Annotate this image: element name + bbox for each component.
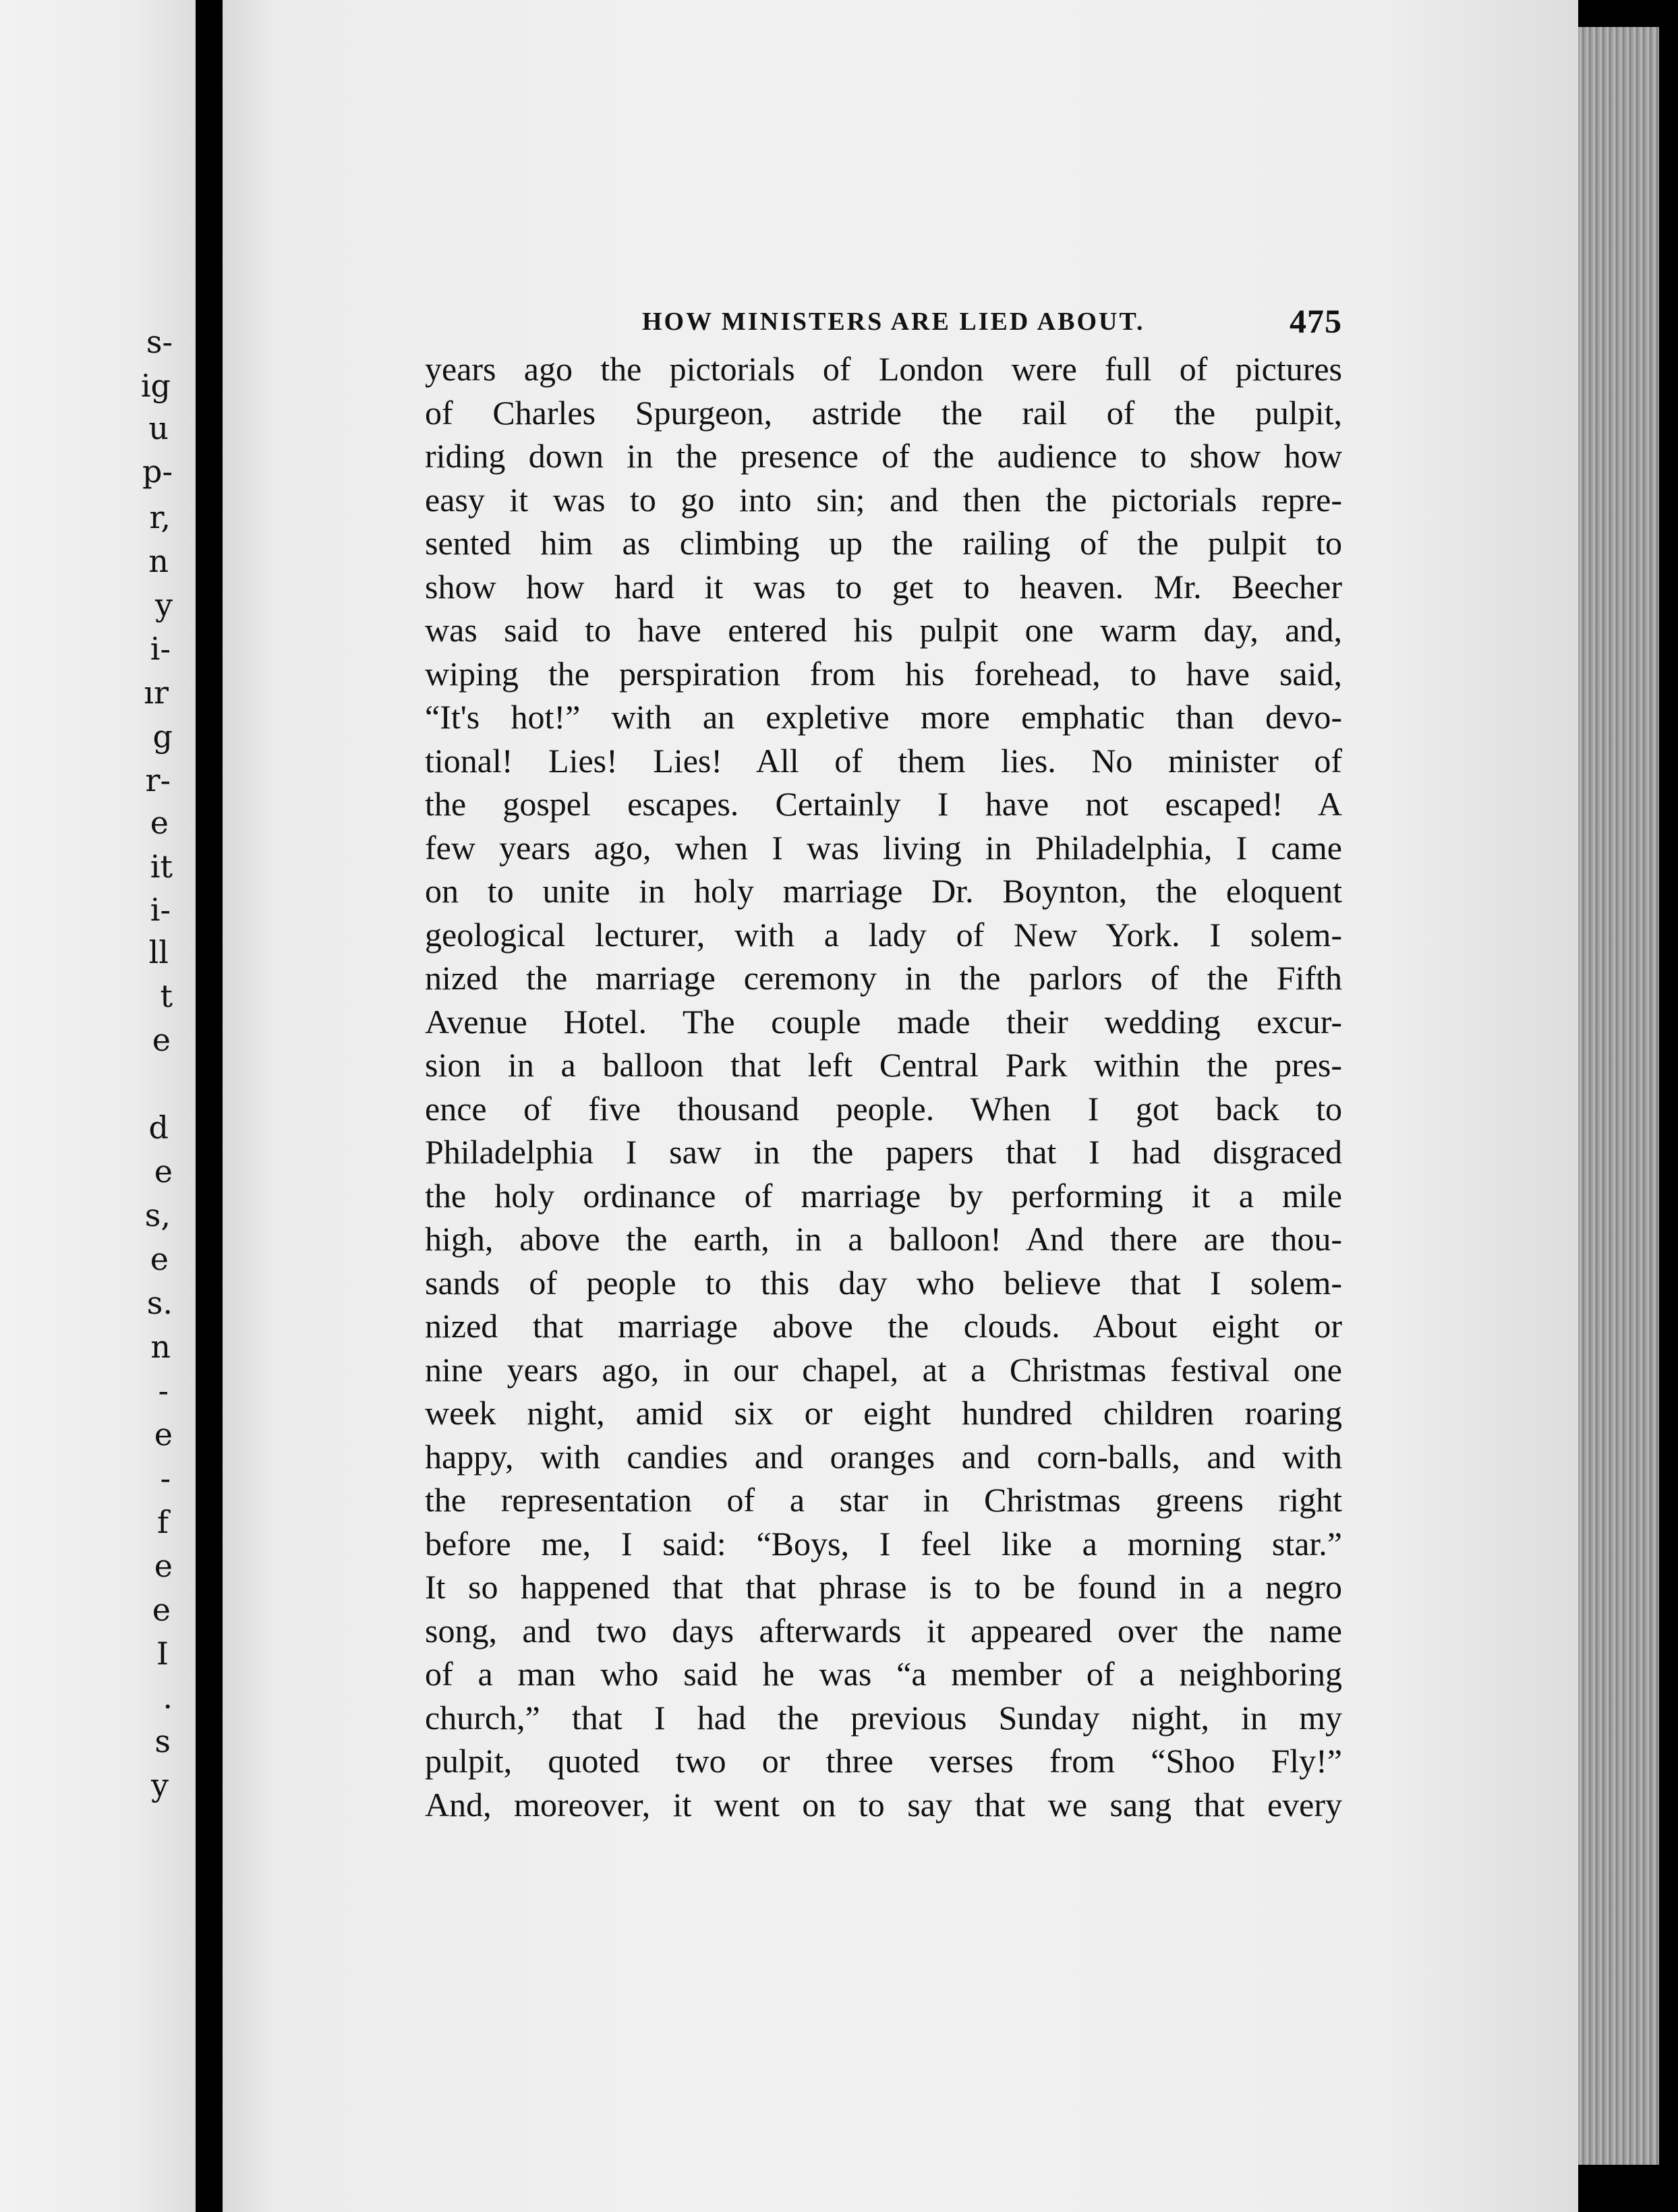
body-text-line: the holy ordinance of marriage by performing it a mile — [425, 1176, 1342, 1215]
left-page-fragment: - — [160, 1460, 171, 1496]
page-number: 475 — [1290, 302, 1342, 340]
left-page-fragment: r- — [145, 762, 171, 798]
left-page-fragment: e — [152, 1022, 171, 1058]
left-facing-page — [0, 0, 196, 2212]
body-text-line: geological lecturer, with a lady of New York. I solem- — [425, 915, 1342, 954]
body-text-line: “It's hot!” with an expletive more emphatic than devo- — [425, 698, 1342, 736]
left-page-fragment: ll — [148, 934, 169, 970]
left-page-fragment: s, — [144, 1197, 171, 1233]
left-page-text-fragments — [0, 0, 196, 2212]
body-text-line: tional! Lies! Lies! All of them lies. No minister of — [425, 741, 1342, 780]
left-page-fragment: it — [150, 848, 173, 885]
left-page-fragment: g — [152, 718, 173, 755]
left-page-fragment: r, — [149, 499, 171, 535]
left-page-fragment: e — [154, 1548, 173, 1584]
body-text-line: on to unite in holy marriage Dr. Boynton, the eloquent — [425, 872, 1342, 910]
body-text-line: the representation of a star in Christmas greens right — [425, 1481, 1342, 1519]
body-text-line: sion in a balloon that left Central Park within the pres- — [425, 1046, 1342, 1084]
left-page-fragment: e — [150, 805, 169, 841]
left-page-fragment: e — [152, 1592, 171, 1628]
body-text-line: sented him as climbing up the railing of the pulpit to — [425, 524, 1342, 562]
left-page-fragment: s- — [146, 324, 173, 360]
body-text-line: sands of people to this day who believe that I solem- — [425, 1263, 1342, 1302]
body-text-line: Avenue Hotel. The couple made their wedding excur- — [425, 1002, 1342, 1041]
left-page-fragment: e — [154, 1416, 173, 1453]
body-text-line: ence of five thousand people. When I got back to — [425, 1089, 1342, 1128]
left-page-fragment: p- — [142, 453, 173, 490]
left-page-fragment: ig — [140, 368, 171, 404]
left-page-fragment: e — [154, 1153, 173, 1190]
body-text-line: riding down in the presence of the audience to show how — [425, 437, 1342, 475]
body-text-line: the gospel escapes. Certainly I have not escaped! A — [425, 785, 1342, 823]
page-edge-stack — [1578, 27, 1659, 2165]
left-page-fragment: i- — [150, 892, 171, 928]
body-text — [425, 347, 1342, 1826]
body-text-line: show how hard it was to get to heaven. Mr. Beecher — [425, 567, 1342, 606]
left-page-fragment: n — [148, 543, 169, 579]
body-text-line: easy it was to go into sin; and then the pictorials repre- — [425, 480, 1342, 519]
left-page-fragment: t — [160, 978, 173, 1014]
left-page-fragment: I — [156, 1635, 169, 1672]
page-text-block — [425, 302, 1342, 1826]
running-head-title: HOW MINISTERS ARE LIED ABOUT. — [642, 308, 1145, 336]
left-page-fragment: y — [155, 587, 173, 623]
body-text-line: few years ago, when I was living in Philadelphia, I came — [425, 828, 1342, 867]
body-text-line: was said to have entered his pulpit one warm day, and, — [425, 611, 1342, 649]
body-text-line: years ago the pictorials of London were full of pictures — [425, 350, 1342, 388]
running-head — [425, 302, 1342, 347]
left-page-fragment: s. — [146, 1285, 173, 1321]
body-text-line: Philadelphia I saw in the papers that I had disgraced — [425, 1133, 1342, 1171]
left-page-fragment: n — [150, 1329, 171, 1365]
body-text-line: nized that marriage above the clouds. About eight or — [425, 1307, 1342, 1345]
body-text-line: And, moreover, it went on to say that we sang that every — [425, 1785, 1342, 1824]
body-text-line: of Charles Spurgeon, astride the rail of the pulpit, — [425, 393, 1342, 432]
body-text-line: before me, I said: “Boys, I feel like a morning star.” — [425, 1524, 1342, 1563]
left-page-fragment: i- — [150, 631, 171, 667]
left-page-fragment: s — [154, 1723, 171, 1759]
left-page-fragment: u — [148, 410, 169, 446]
body-text-line: nized the marriage ceremony in the parlors of the Fifth — [425, 959, 1342, 997]
body-text-line: of a man who said he was “a member of a neighboring — [425, 1655, 1342, 1693]
body-text-line: pulpit, quoted two or three verses from “Shoo Fly!” — [425, 1742, 1342, 1780]
left-page-fragment: e — [150, 1241, 169, 1277]
body-text-line: nine years ago, in our chapel, at a Christmas festival one — [425, 1350, 1342, 1389]
body-text-line: church,” that I had the previous Sunday night, in my — [425, 1698, 1342, 1737]
body-text-line: song, and two days afterwards it appeared over the name — [425, 1611, 1342, 1650]
body-text-line: wiping the perspiration from his forehead, to have said, — [425, 654, 1342, 693]
left-page-fragment: f — [156, 1504, 169, 1540]
body-text-line: happy, with candies and oranges and corn-balls, and with — [425, 1437, 1342, 1476]
left-page-fragment: - — [158, 1372, 169, 1409]
body-text-line: high, above the earth, in a balloon! And there are thou- — [425, 1220, 1342, 1258]
left-page-fragment: d — [148, 1109, 169, 1146]
body-text-line: It so happened that that phrase is to be found in a negro — [425, 1568, 1342, 1606]
book-gutter — [196, 0, 223, 2212]
body-text-line: week night, amid six or eight hundred children roaring — [425, 1394, 1342, 1432]
left-page-fragment: ır — [144, 674, 169, 711]
left-page-fragment: y — [151, 1767, 169, 1803]
left-page-fragment: . — [163, 1679, 173, 1716]
